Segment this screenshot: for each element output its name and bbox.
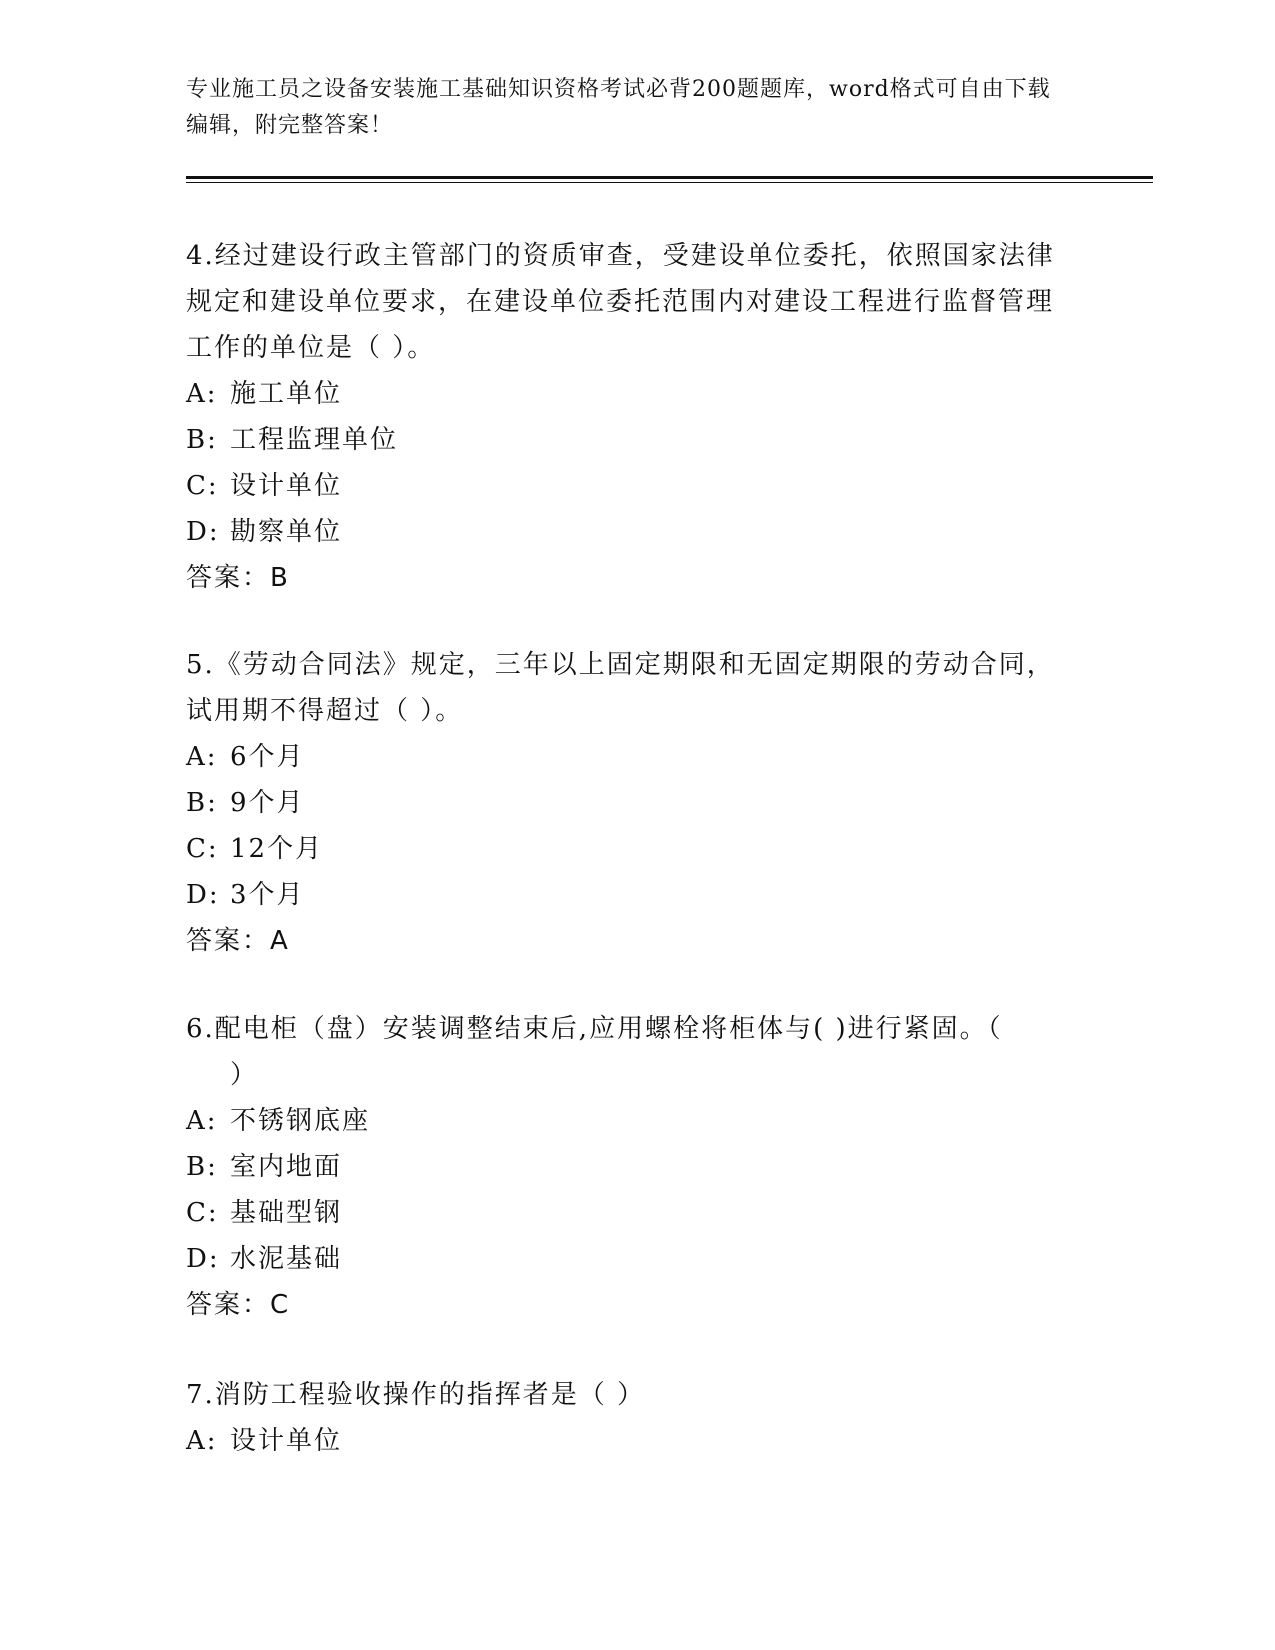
option-text: 设计单位 [230,471,343,501]
option-key: B: [186,1152,218,1182]
option-a [186,1098,1066,1144]
option-key: D: [186,880,220,910]
header-divider-thick [186,176,1153,179]
option-b [186,1144,1066,1190]
option-b [186,417,1066,463]
option-a [186,734,1066,780]
option-text: 9个月 [230,788,305,818]
option-key: A: [186,1106,218,1136]
option-text: 6个月 [230,742,305,772]
option-text: 12个月 [230,834,324,864]
option-text: 3个月 [230,880,305,910]
option-d [186,872,1066,918]
option-key: D: [186,1244,220,1274]
document-header: 专业施工员之设备安装施工基础知识资格考试必背200题题库，word格式可自由下载编辑，附完整答案！ [186,77,1051,138]
question-stem-continuation: ） [230,1060,259,1090]
option-text: 设计单位 [230,1426,343,1456]
question-stem-text: 6.配电柜（盘）安装调整结束后,应用螺栓将柜体与( )进行紧固。（ [186,1014,1003,1044]
question-stem-text: 7.消防工程验收操作的指挥者是（ ） [186,1380,646,1410]
option-key: A: [186,1426,218,1456]
question-5 [186,642,1066,964]
option-d [186,1236,1066,1282]
answer-line: 答案：C [186,1290,291,1320]
option-d [186,509,1066,555]
question-6 [186,1006,1066,1328]
option-c [186,1190,1066,1236]
question-4 [186,233,1066,601]
option-key: C: [186,471,219,501]
option-b [186,780,1066,826]
question-stem [186,233,1066,371]
answer-line: 答案：B [186,563,290,593]
option-key: C: [186,834,219,864]
question-stem-text: 5.《劳动合同法》规定，三年以上固定期限和无固定期限的劳动合同，试用期不得超过（ ）。 [186,650,1055,726]
option-c [186,463,1066,509]
option-text: 不锈钢底座 [230,1106,371,1136]
option-text: 工程监理单位 [230,425,399,455]
option-text: 基础型钢 [230,1198,343,1228]
question-7 [186,1372,1066,1464]
question-stem [186,642,1066,734]
option-key: B: [186,788,218,818]
option-key: B: [186,425,218,455]
option-text: 勘察单位 [230,517,343,547]
option-text: 室内地面 [230,1152,343,1182]
question-stem [186,1372,1066,1418]
option-key: A: [186,742,218,772]
option-text: 水泥基础 [230,1244,343,1274]
option-c [186,826,1066,872]
option-key: C: [186,1198,219,1228]
option-text: 施工单位 [230,379,343,409]
answer-line: 答案：A [186,926,290,956]
question-stem-text: 4.经过建设行政主管部门的资质审查，受建设单位委托，依照国家法律规定和建设单位要求，在建设单位委托范围内对建设工程进行监督管理工作的单位是（ ）。 [186,241,1055,363]
option-a [186,1418,1066,1464]
option-key: D: [186,517,220,547]
question-stem [186,1006,1066,1098]
option-a [186,371,1066,417]
option-key: A: [186,379,218,409]
header-divider-thin [186,182,1153,183]
